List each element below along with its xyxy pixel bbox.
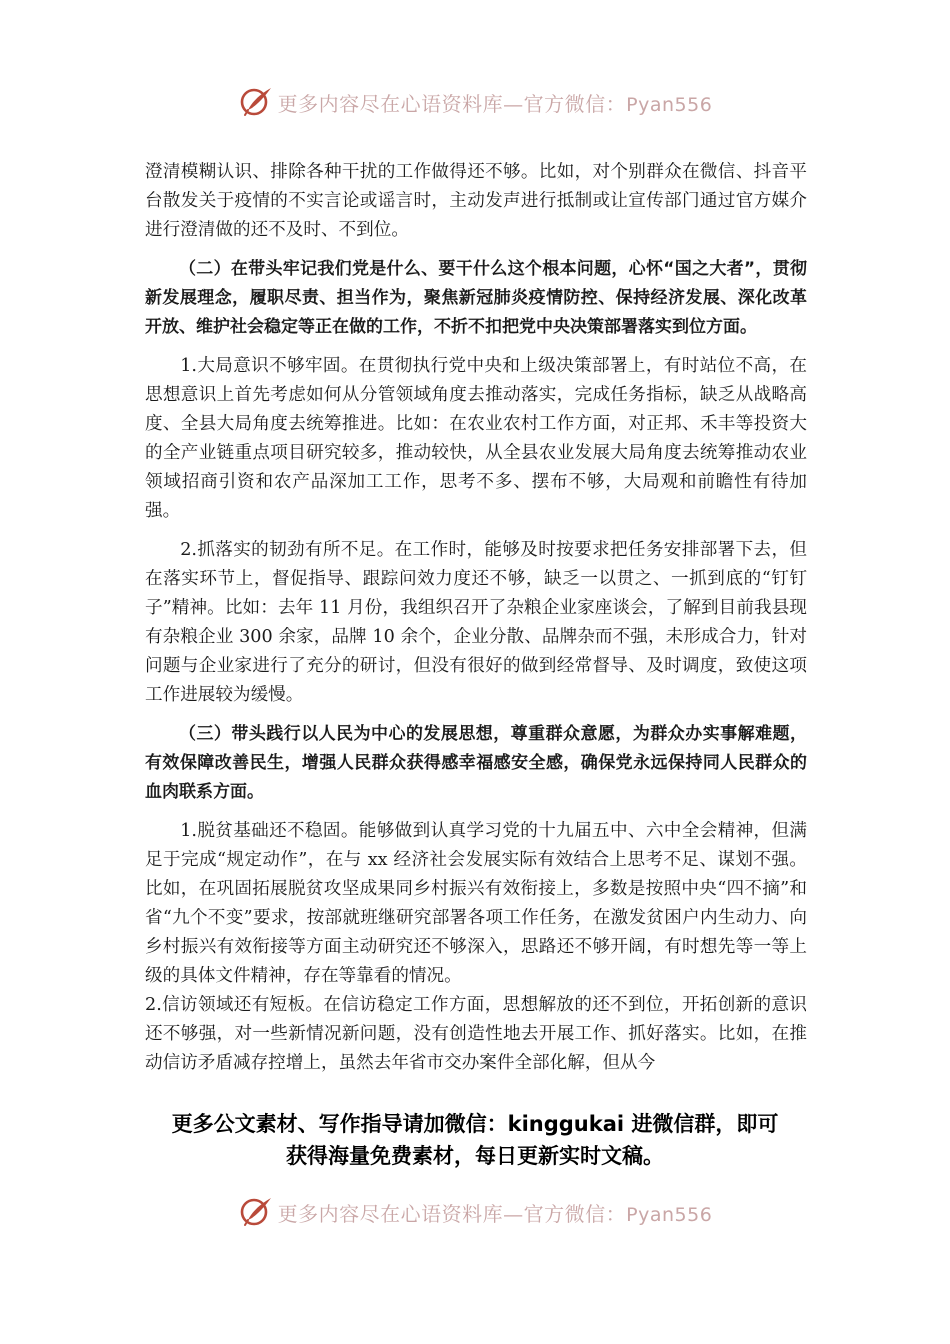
paragraph-2-implementation: 2.抓落实的韧劲有所不足。在工作时，能够及时按要求把任务安排部署下去，但在落实环节上，督促指导、跟踪问效力度还不够，缺乏一以贯之、一抓到底的“钉钉子”精神。比如：去年 11 月份，我组织召开了杂粮企业家座谈会，了解到目前我县现有杂粮企业 300 余家，品牌 10 余个，企业分散、品牌杂而不强，未形成合力，针对问题与企业家进行了充分的研讨，但没有很好的做到经常督导、及时调度，致使这项工作进展较为缓慢。 [145,540,807,705]
footer-banner-text: 更多内容尽在心语资料库—官方微信：Pyan556 [277,1201,713,1226]
paragraph-1-big-picture: 1.大局意识不够牢固。在贯彻执行党中央和上级决策部署上，有时站位不高，在思想意识上首先考虑如何从分管领域角度去推动落实，完成任务指标，缺乏从战略高度、全县大局角度去统筹推进。比如：在农业农村工作方面，对正邦、禾丰等投资大的全产业链重点项目研究较多，推动较快，从全县农业发展大局角度去统筹推动农业领域招商引资和农产品深加工工作，思考不多、摆布不够，大局观和前瞻性有待加强。 [145,356,807,521]
header-wechat-id: Pyan556 [626,93,713,116]
promo-notice [0,1108,950,1172]
paragraph-1-poverty: 1.脱贫基础还不稳固。能够做到认真学习党的十九届五中、六中全会精神，但满足于完成“规定动作”，在与 xx 经济社会发展实际有效结合上思考不足、谋划不强。比如，在巩固拓展脱贫攻坚成果同乡村振兴有效衔接上，多数是按照中央“四不摘”和省“九个不变”要求，按部就班继研究部署各项工作任务，在激发贫困户内生动力、向乡村振兴有效衔接等方面主动研究还不够深入，思路还不够开阔，有时想先等一等上级的具体文件精神，存在等靠看的情况。 [145,821,807,986]
promo-line-1: 更多公文素材、写作指导请加微信：kinggukai 进微信群，即可 [171,1112,779,1136]
footer-banner [0,1192,950,1232]
paragraph-continued: 澄清模糊认识、排除各种干扰的工作做得还不够。比如，对个别群众在微信、抖音平台散发关于疫情的不实言论或谣言时，主动发声进行抵制或让宣传部门通过官方媒介进行澄清做的还不及时、不到位。 [145,162,807,240]
quill-logo-icon [238,84,274,120]
paragraph-2-petitions: 2.信访领域还有短板。在信访稳定工作方面，思想解放的还不到位，开拓创新的意识还不够强，对一些新情况新问题，没有创造性地去开展工作、抓好落实。比如，在推动信访矛盾减存控增上，虽然去年省市交办案件全部化解，但从今 [145,995,807,1073]
section-heading-2: （二）在带头牢记我们党是什么、要干什么这个根本问题，心怀“国之大者”，贯彻新发展理念，履职尽责、担当作为，聚焦新冠肺炎疫情防控、保持经济发展、深化改革开放、维护社会稳定等正在做的工作，不折不扣把党中央决策部署落实到位方面。 [145,259,807,337]
promo-line-2: 获得海量免费素材，每日更新实时文稿。 [286,1144,664,1168]
section-heading-3: （三）带头践行以人民为中心的发展思想，尊重群众意愿，为群众办实事解难题，有效保障改善民生，增强人民群众获得感幸福感安全感，确保党永远保持同人民群众的血肉联系方面。 [145,724,807,802]
quill-logo-icon [238,1194,274,1230]
header-banner [0,82,950,122]
header-banner-text: 更多内容尽在心语资料库—官方微信：Pyan556 [277,91,713,116]
footer-wechat-id: Pyan556 [626,1203,713,1226]
document-body [145,158,807,1078]
